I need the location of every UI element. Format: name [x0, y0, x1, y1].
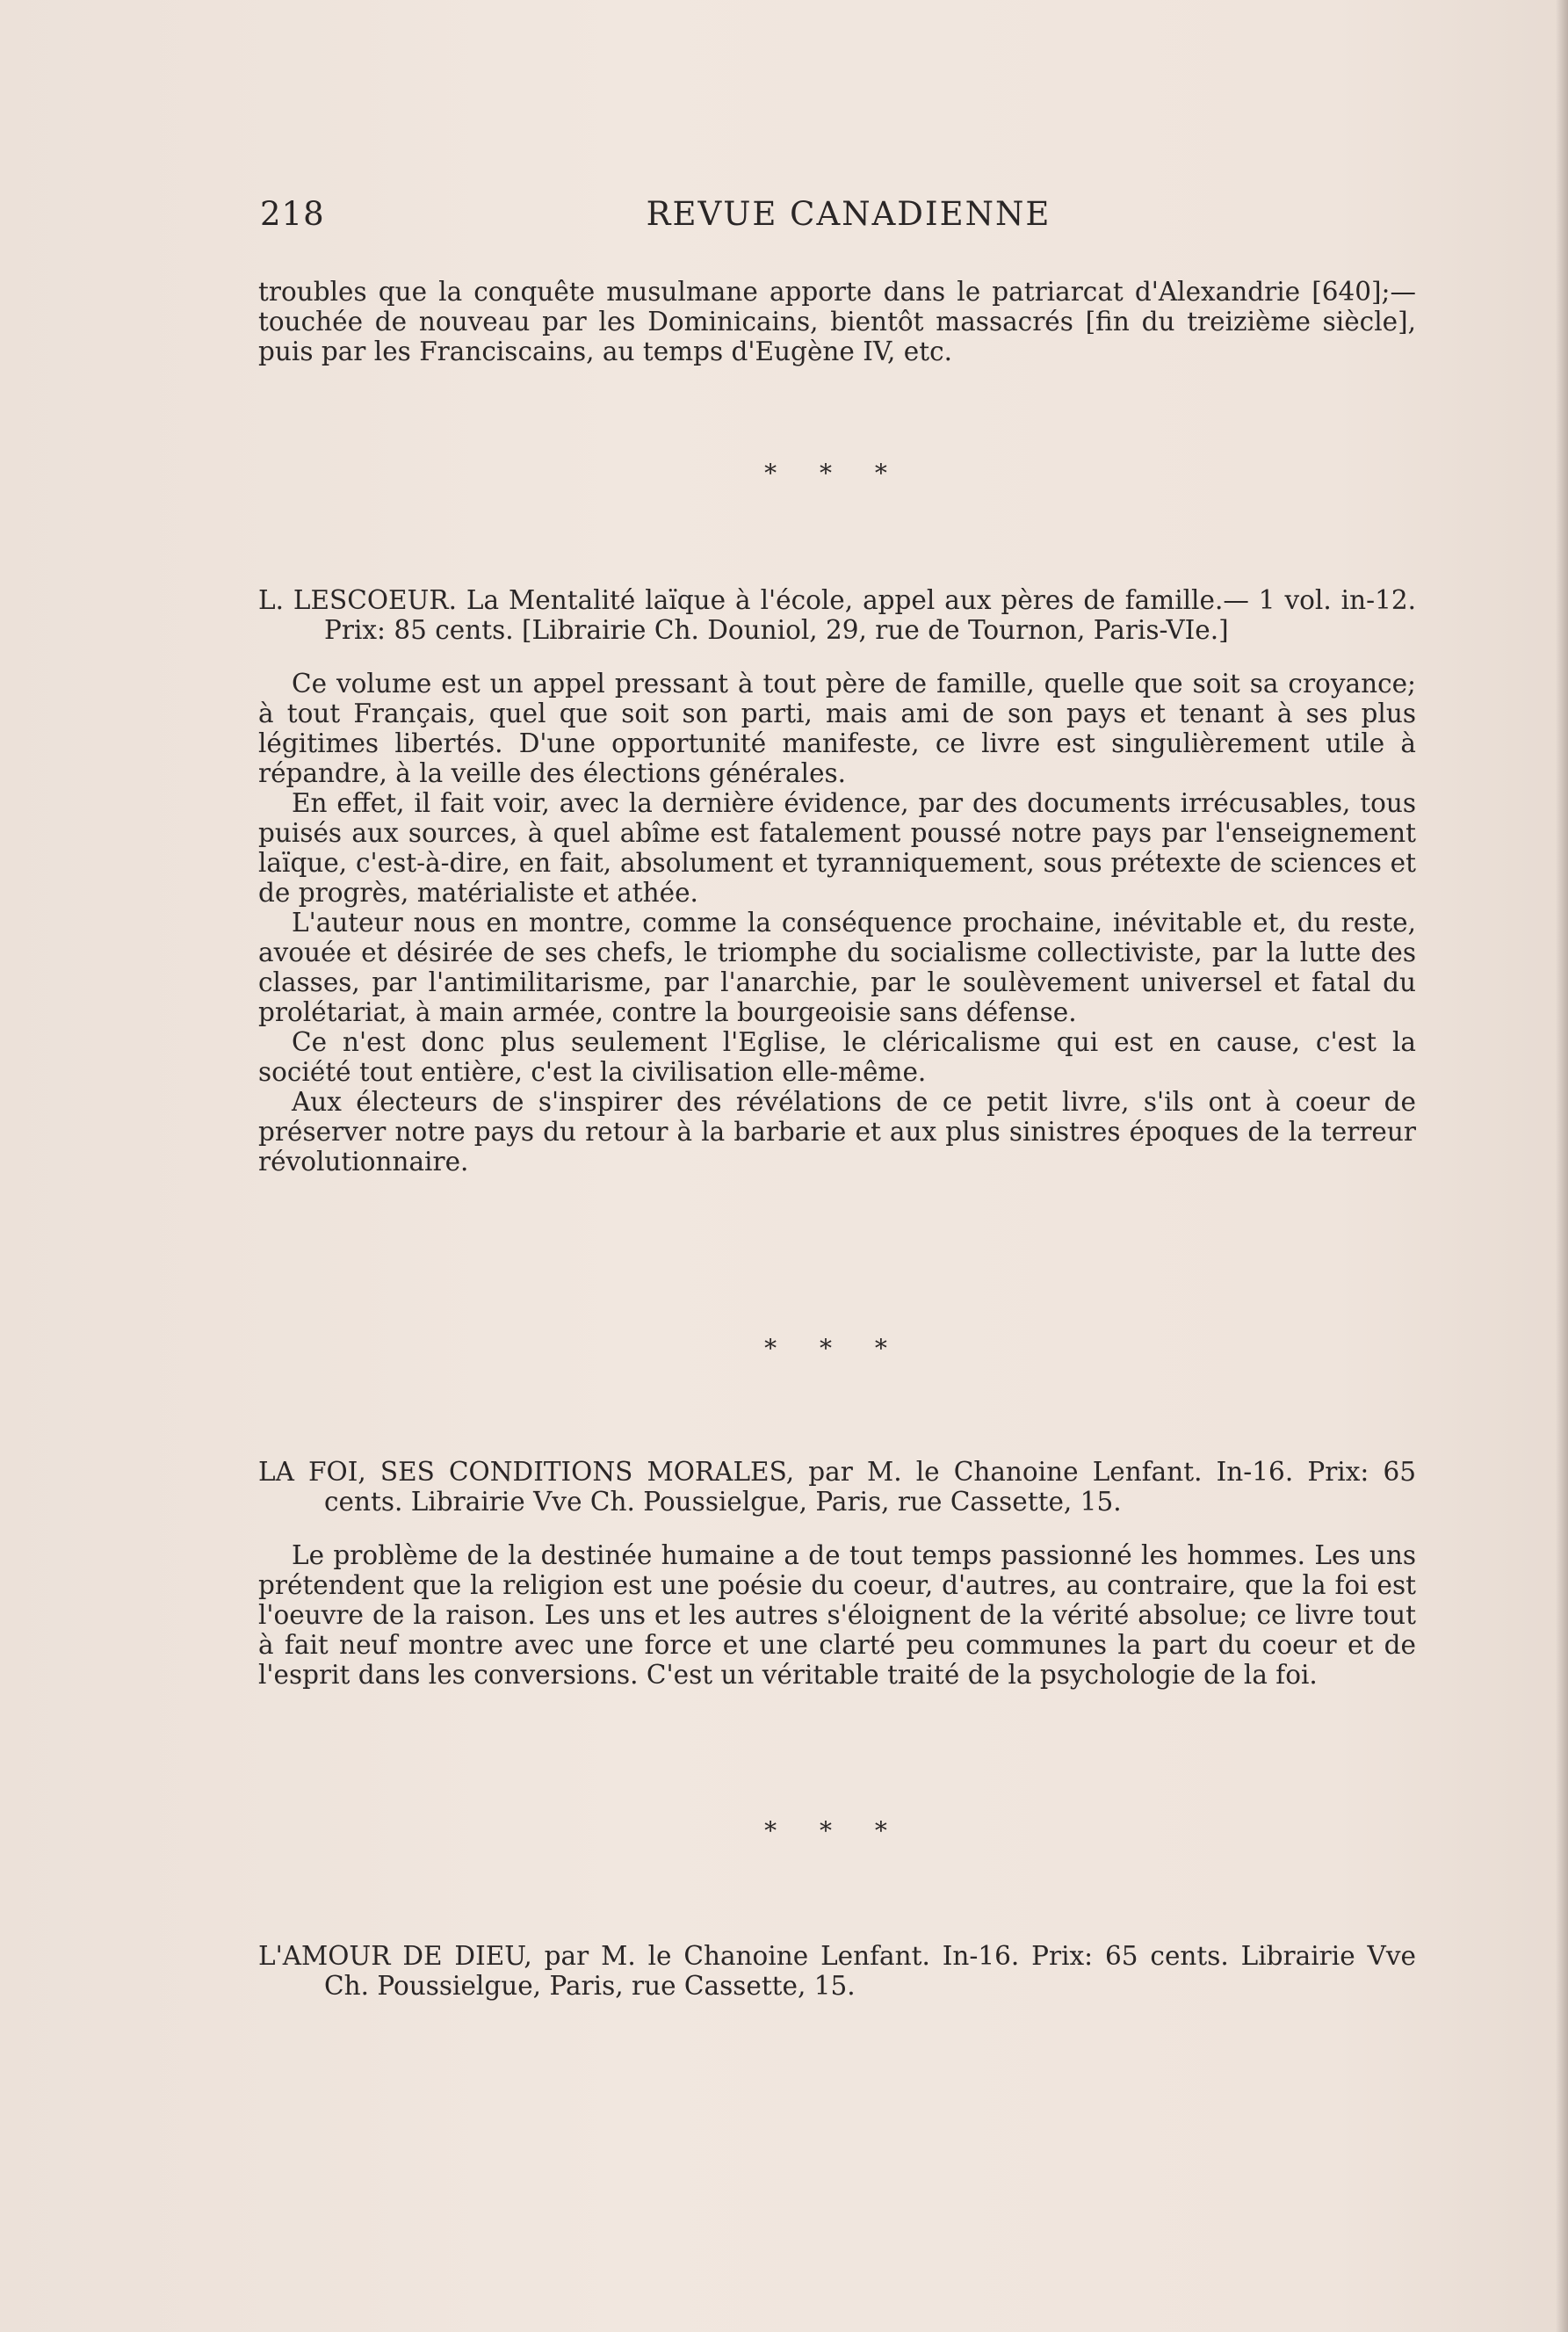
review-lescoeur	[258, 585, 1416, 1177]
running-head: REVUE CANADIENNE	[646, 195, 1051, 233]
page-header	[260, 195, 1415, 239]
review-paragraph: Ce volume est un appel pressant à tout père de famille, quelle que soit sa croyance; à tout Français, quel que soit son parti, mais ami de son pays et tenant à ses plus légitimes libertés. D'une opportunité manifeste, ce livre est singulièrement utile à répandre, à la veille des élections générales.	[258, 669, 1416, 788]
review-paragraph: Ce n'est donc plus seulement l'Eglise, le cléricalisme qui est en cause, c'est la société tout entière, c'est la civilisation elle-même.	[258, 1027, 1416, 1087]
page-gutter-shadow	[1556, 0, 1568, 2332]
review-paragraph: Aux électeurs de s'inspirer des révélations de ce petit livre, s'ils ont à coeur de préserver notre pays du retour à la barbarie et aux plus sinistres époques de la terreur révolutionnaire.	[258, 1087, 1416, 1177]
review-paragraph: L'auteur nous en montre, comme la conséquence prochaine, inévitable et, du reste, avouée et désirée de ses chefs, le triomphe du socialisme collectiviste, par la lutte des classes, par l'antimilitarisme, par l'anarchie, par le soulèvement universel et fatal du prolétariat, à main armée, contre la bourgeoisie sans défense.	[258, 908, 1416, 1027]
section-separator-1: * * *	[764, 459, 905, 488]
review-paragraph: Le problème de la destinée humaine a de tout temps passionné les hommes. Les uns prétendent que la religion est une poésie du coeur, d'autres, au contraire, que la foi est l'oeuvre de la raison. Les uns et les autres s'éloignent de la vérité absolue; ce livre tout à fait neuf montre avec une force et une clarté peu communes la part du coeur et de l'esprit dans les conversions. C'est un véritable traité de la psychologie de la foi.	[258, 1540, 1416, 1690]
section-separator-2: * * *	[764, 1334, 905, 1363]
review-heading-la-foi: LA FOI, SES CONDITIONS MORALES, par M. le Chanoine Lenfant. In-16. Prix: 65 cents. Librairie Vve Ch. Poussielgue, Paris, rue Cassette, 15.	[258, 1457, 1416, 1517]
page-number: 218	[260, 195, 325, 233]
continuation-paragraph	[258, 277, 1416, 366]
review-heading-amour-de-dieu: L'AMOUR DE DIEU, par M. le Chanoine Lenfant. In-16. Prix: 65 cents. Librairie Vve Ch. Poussielgue, Paris, rue Cassette, 15.	[258, 1941, 1416, 2001]
review-amour-de-dieu	[258, 1941, 1416, 2001]
review-la-foi	[258, 1457, 1416, 1690]
continuation-text: troubles que la conquête musulmane apporte dans le patriarcat d'Alexandrie [640];—touchée de nouveau par les Dominicains, bientôt massacrés [fin du treizième siècle], puis par les Franciscains, au temps d'Eugène IV, etc.	[258, 277, 1416, 366]
review-paragraph: En effet, il fait voir, avec la dernière évidence, par des documents irrécusables, tous puisés aux sources, à quel abîme est fatalement poussé notre pays par l'enseignement laïque, c'est-à-dire, en fait, absolument et tyranniquement, sous prétexte de sciences et de progrès, matérialiste et athée.	[258, 788, 1416, 908]
review-heading-lescoeur: L. LESCOEUR. La Mentalité laïque à l'école, appel aux pères de famille.— 1 vol. in-12. Prix: 85 cents. [Librairie Ch. Douniol, 29, rue de Tournon, Paris-VIe.]	[258, 585, 1416, 645]
section-separator-3: * * *	[764, 1816, 905, 1845]
